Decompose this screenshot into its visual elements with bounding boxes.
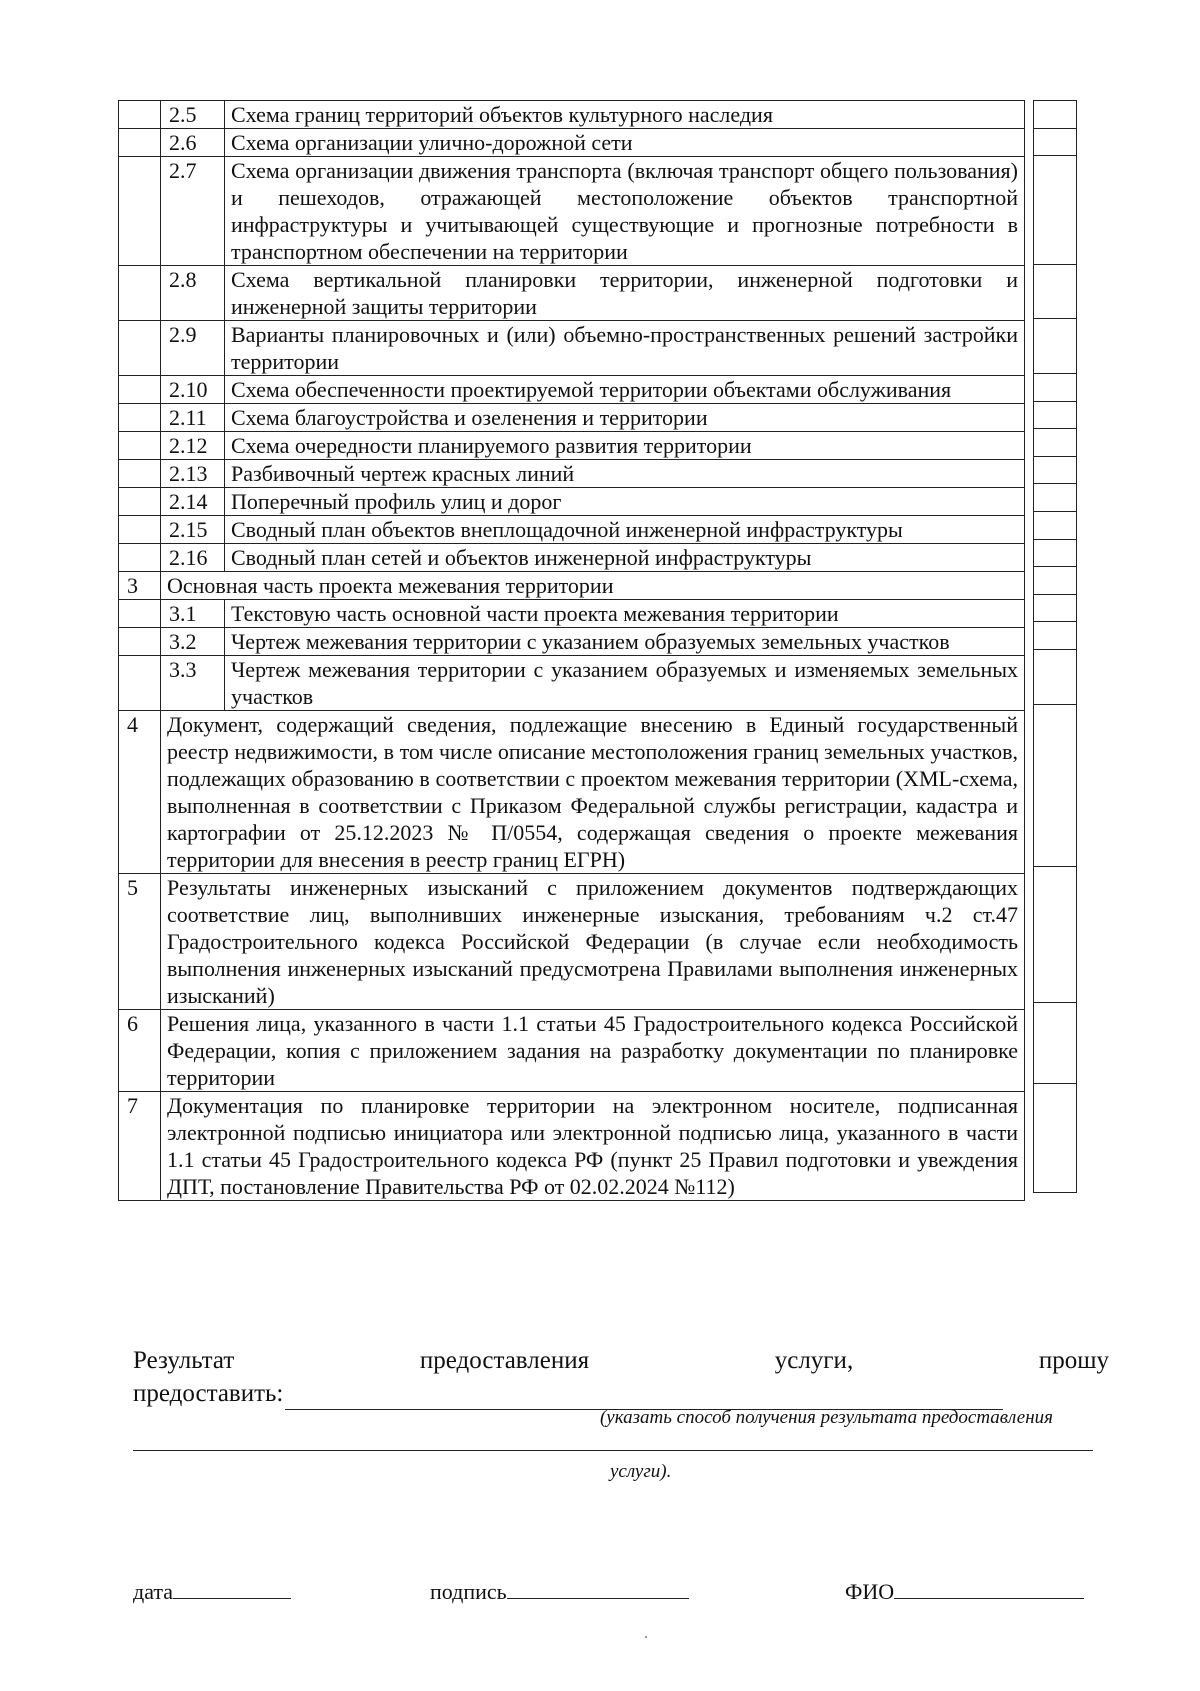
row-checkbox[interactable] — [1034, 319, 1077, 374]
row-checkbox[interactable] — [1034, 429, 1077, 457]
row-section-number — [119, 432, 161, 460]
row-description: Чертеж межевания территории с указанием образуемых земельных участков — [225, 628, 1025, 656]
row-description: Сводный план объектов внеплощадочной инженерной инфраструктуры — [225, 516, 1025, 544]
row-section-number — [119, 266, 161, 321]
row-checkbox[interactable] — [1034, 484, 1077, 512]
table-row — [119, 711, 1025, 874]
table-row — [119, 460, 1025, 488]
row-checkbox[interactable] — [1034, 156, 1077, 265]
table-row — [119, 488, 1025, 516]
name-field[interactable] — [894, 1578, 1084, 1599]
row-item-number: 3.3 — [161, 656, 225, 711]
name-label: ФИО — [845, 1579, 895, 1604]
table-row — [119, 1010, 1025, 1092]
row-section-number: 7 — [119, 1092, 161, 1201]
result-word-4: прошу — [1038, 1347, 1109, 1374]
row-description: Схема организации движения транспорта (включая транспорт общего пользования) и пешеходов, отражающей местоположение объектов транспортной инфраструктуры и учитывающей существующие и прогнозные потребности в транспортном обеспечении на территории — [225, 157, 1025, 266]
row-item-number: 2.15 — [161, 516, 225, 544]
row-checkbox[interactable] — [1034, 101, 1077, 129]
row-item-number: 2.5 — [161, 101, 225, 129]
table-row — [119, 321, 1025, 376]
result-word-2: предоставления — [419, 1347, 590, 1374]
result-request — [133, 1344, 1109, 1410]
table-row — [119, 516, 1025, 544]
row-checkbox[interactable] — [1034, 649, 1077, 704]
row-section-number — [119, 376, 161, 404]
name-block — [845, 1578, 1084, 1605]
documents-table-body — [119, 101, 1025, 1201]
table-row — [119, 628, 1025, 656]
documents-table — [118, 100, 1025, 1201]
row-section-number: 5 — [119, 874, 161, 1010]
row-item-number: 2.13 — [161, 460, 225, 488]
signature-label: подпись — [430, 1579, 507, 1604]
row-description: Решения лица, указанного в части 1.1 статьи 45 Градостроительного кодекса Российской Федерации, копия с приложением задания на разработку документации по планировке территории — [161, 1010, 1025, 1092]
row-description: Результаты инженерных изысканий с приложением документов подтверждающих соответствие лиц, выполнивших инженерные изыскания, требованиям ч.2 ст.47 Градостроительного кодекса Российской Федерации (в случае если необходимость выполнения инженерных изысканий предусмотрена Правилами выполнения инженерных изысканий) — [161, 874, 1025, 1010]
result-word-3: услуги, — [774, 1347, 854, 1374]
result-word-5: предоставить: — [133, 1380, 284, 1407]
row-item-number: 2.6 — [161, 129, 225, 157]
result-word-1: Результат — [133, 1347, 235, 1374]
table-row — [119, 544, 1025, 572]
date-label: дата — [133, 1579, 174, 1604]
result-hint: (указать способ получения результата предоставления — [599, 1407, 1053, 1428]
row-description: Текстовую часть основной части проекта межевания территории — [225, 600, 1025, 628]
table-row — [119, 376, 1025, 404]
row-section-number — [119, 516, 161, 544]
row-item-number: 2.9 — [161, 321, 225, 376]
row-section-number: 4 — [119, 711, 161, 874]
scan-speck — [645, 1636, 647, 1638]
table-row — [119, 600, 1025, 628]
row-item-number: 2.16 — [161, 544, 225, 572]
table-row — [119, 874, 1025, 1010]
date-field[interactable] — [173, 1578, 291, 1599]
row-section-number — [119, 628, 161, 656]
row-checkbox[interactable] — [1034, 373, 1077, 401]
row-checkbox[interactable] — [1034, 1084, 1077, 1193]
row-description: Схема благоустройства и озеленения и территории — [225, 404, 1025, 432]
row-description: Чертеж межевания территории с указанием образуемых и изменяемых земельных участков — [225, 656, 1025, 711]
row-item-number: 2.14 — [161, 488, 225, 516]
row-checkbox[interactable] — [1034, 1002, 1077, 1084]
signature-field[interactable] — [507, 1578, 689, 1599]
row-checkbox[interactable] — [1034, 567, 1077, 595]
row-item-number: 3.1 — [161, 600, 225, 628]
row-section-number — [119, 600, 161, 628]
table-row — [119, 157, 1025, 266]
row-section-number — [119, 656, 161, 711]
result-method-field[interactable] — [285, 1381, 1003, 1410]
row-checkbox[interactable] — [1034, 622, 1077, 650]
row-item-number: 2.8 — [161, 266, 225, 321]
result-hint-end: услуги). — [610, 1461, 672, 1482]
result-line-1 — [133, 1344, 1109, 1377]
table-row — [119, 572, 1025, 600]
table-row — [119, 101, 1025, 129]
row-section-number — [119, 488, 161, 516]
row-description: Схема границ территорий объектов культурного наследия — [225, 101, 1025, 129]
row-item-number: 2.11 — [161, 404, 225, 432]
row-checkbox[interactable] — [1034, 456, 1077, 484]
row-description: Варианты планировочных и (или) объемно-пространственных решений застройки территории — [225, 321, 1025, 376]
table-row — [119, 129, 1025, 157]
row-section-number — [119, 404, 161, 432]
row-section-number — [119, 321, 161, 376]
row-checkbox[interactable] — [1034, 539, 1077, 567]
row-description: Основная часть проекта межевания территории — [161, 572, 1025, 600]
checkbox-column — [1033, 100, 1077, 1193]
row-section-number: 6 — [119, 1010, 161, 1092]
row-checkbox[interactable] — [1034, 264, 1077, 319]
row-section-number — [119, 157, 161, 266]
row-checkbox[interactable] — [1034, 704, 1077, 867]
row-item-number: 2.10 — [161, 376, 225, 404]
row-description: Схема очередности планируемого развития территории — [225, 432, 1025, 460]
date-block — [133, 1578, 291, 1605]
row-description: Поперечный профиль улиц и дорог — [225, 488, 1025, 516]
row-description: Сводный план сетей и объектов инженерной инфраструктуры — [225, 544, 1025, 572]
table-row — [119, 266, 1025, 321]
row-section-number — [119, 101, 161, 129]
row-checkbox[interactable] — [1034, 867, 1077, 1003]
row-description: Документация по планировке территории на электронном носителе, подписанная электронной подписью инициатора или электронной подписью лица, указанного в части 1.1 статьи 45 Градостроительного кодекса РФ (пункт 25 Правил подготовки и увеждения ДПТ, постановление Правительства РФ от 02.02.2024 №112) — [161, 1092, 1025, 1201]
row-checkbox[interactable] — [1034, 128, 1077, 156]
table-row — [119, 404, 1025, 432]
row-section-number: 3 — [119, 572, 161, 600]
table-row — [119, 1092, 1025, 1201]
table-row — [119, 656, 1025, 711]
row-checkbox[interactable] — [1034, 511, 1077, 539]
row-description: Разбивочный чертеж красных линий — [225, 460, 1025, 488]
row-description: Документ, содержащий сведения, подлежащие внесению в Единый государственный реестр недвижимости, в том числе описание местоположения границ земельных участков, подлежащих образованию в соответствии с проектом межевания территории (XML-схема, выполненная в соответствии с Приказом Федеральной службы регистрации, кадастра и картографии от 25.12.2023 № П/0554, содержащая сведения о проекте межевания территории для внесения в реестр границ ЕГРН) — [161, 711, 1025, 874]
row-section-number — [119, 129, 161, 157]
row-description: Схема вертикальной планировки территории, инженерной подготовки и инженерной защиты территории — [225, 266, 1025, 321]
row-description: Схема обеспеченности проектируемой территории объектами обслуживания — [225, 376, 1025, 404]
row-item-number: 3.2 — [161, 628, 225, 656]
row-section-number — [119, 544, 161, 572]
row-section-number — [119, 460, 161, 488]
row-checkbox[interactable] — [1034, 401, 1077, 429]
row-item-number: 2.12 — [161, 432, 225, 460]
row-description: Схема организации улично-дорожной сети — [225, 129, 1025, 157]
row-item-number: 2.7 — [161, 157, 225, 266]
result-line-2 — [133, 1377, 1109, 1410]
signature-block — [430, 1578, 689, 1605]
table-row — [119, 432, 1025, 460]
row-checkbox[interactable] — [1034, 594, 1077, 622]
result-method-field-2[interactable] — [133, 1450, 1093, 1451]
